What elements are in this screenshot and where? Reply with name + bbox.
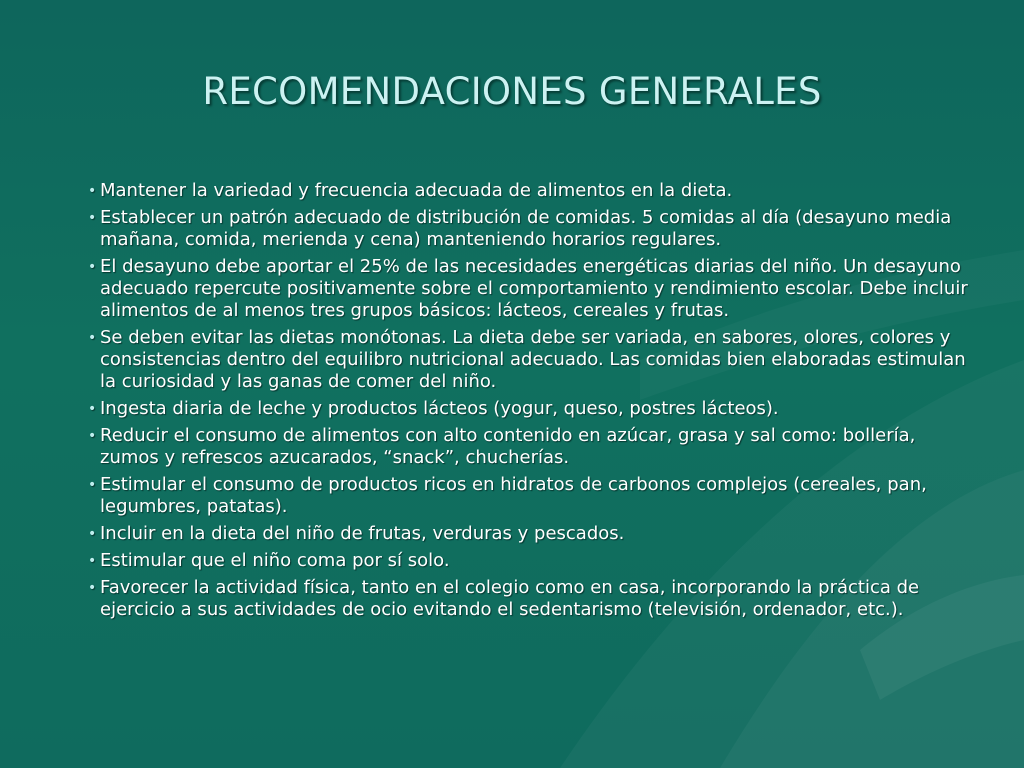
list-item — [76, 398, 976, 420]
recommendations-list — [76, 180, 976, 626]
list-item-text: Ingesta diaria de leche y productos lácteos (yogur, queso, postres lácteos). — [100, 398, 779, 419]
list-item-text: Se deben evitar las dietas monótonas. La dieta debe ser variada, en sabores, olores, colores y consistencias dentro del equilibro nutricional adecuado. Las comidas bien elaboradas estimulan la curiosidad y las ganas de comer del niño. — [100, 327, 966, 392]
bullet-point-icon: • — [88, 477, 97, 493]
list-item — [76, 550, 976, 572]
list-item — [76, 256, 976, 322]
list-item — [76, 207, 976, 251]
list-item-text: Estimular el consumo de productos ricos en hidratos de carbonos complejos (cereales, pan, legumbres, patatas). — [100, 474, 927, 517]
slide-title: RECOMENDACIONES GENERALES — [202, 70, 822, 113]
bullet-point-icon: • — [88, 428, 97, 444]
list-item-text: Estimular que el niño coma por sí solo. — [100, 550, 450, 571]
list-item — [76, 577, 976, 621]
bullet-point-icon: • — [88, 580, 97, 596]
list-item-text: Favorecer la actividad física, tanto en el colegio como en casa, incorporando la práctica de ejercicio a sus actividades de ocio evitando el sedentarismo (televisión, ordenador, etc.). — [100, 577, 920, 620]
bullet-point-icon: • — [88, 401, 97, 417]
bullet-point-icon: • — [88, 259, 97, 275]
bullet-point-icon: • — [88, 210, 97, 226]
list-item — [76, 180, 976, 202]
bullet-point-icon: • — [88, 330, 97, 346]
bullet-point-icon: • — [88, 183, 97, 199]
list-item — [76, 327, 976, 393]
list-item-text: Mantener la variedad y frecuencia adecuada de alimentos en la dieta. — [100, 180, 733, 201]
list-item-text: Establecer un patrón adecuado de distribución de comidas. 5 comidas al día (desayuno media mañana, comida, merienda y cena) manteniendo horarios regulares. — [100, 207, 952, 250]
list-item-text: Incluir en la dieta del niño de frutas, verduras y pescados. — [100, 523, 625, 544]
bullet-point-icon: • — [88, 553, 97, 569]
list-item — [76, 523, 976, 545]
list-item — [76, 474, 976, 518]
list-item-text: Reducir el consumo de alimentos con alto contenido en azúcar, grasa y sal como: bollería, zumos y refrescos azucarados, “snack”, chucherías. — [100, 425, 916, 468]
list-item-text: El desayuno debe aportar el 25% de las necesidades energéticas diarias del niño. Un desayuno adecuado repercute positivamente sobre el comportamiento y rendimiento escolar. Debe incluir alimentos de al menos tres grupos básicos: lácteos, cereales y frutas. — [100, 256, 968, 321]
bullet-point-icon: • — [88, 526, 97, 542]
list-item — [76, 425, 976, 469]
